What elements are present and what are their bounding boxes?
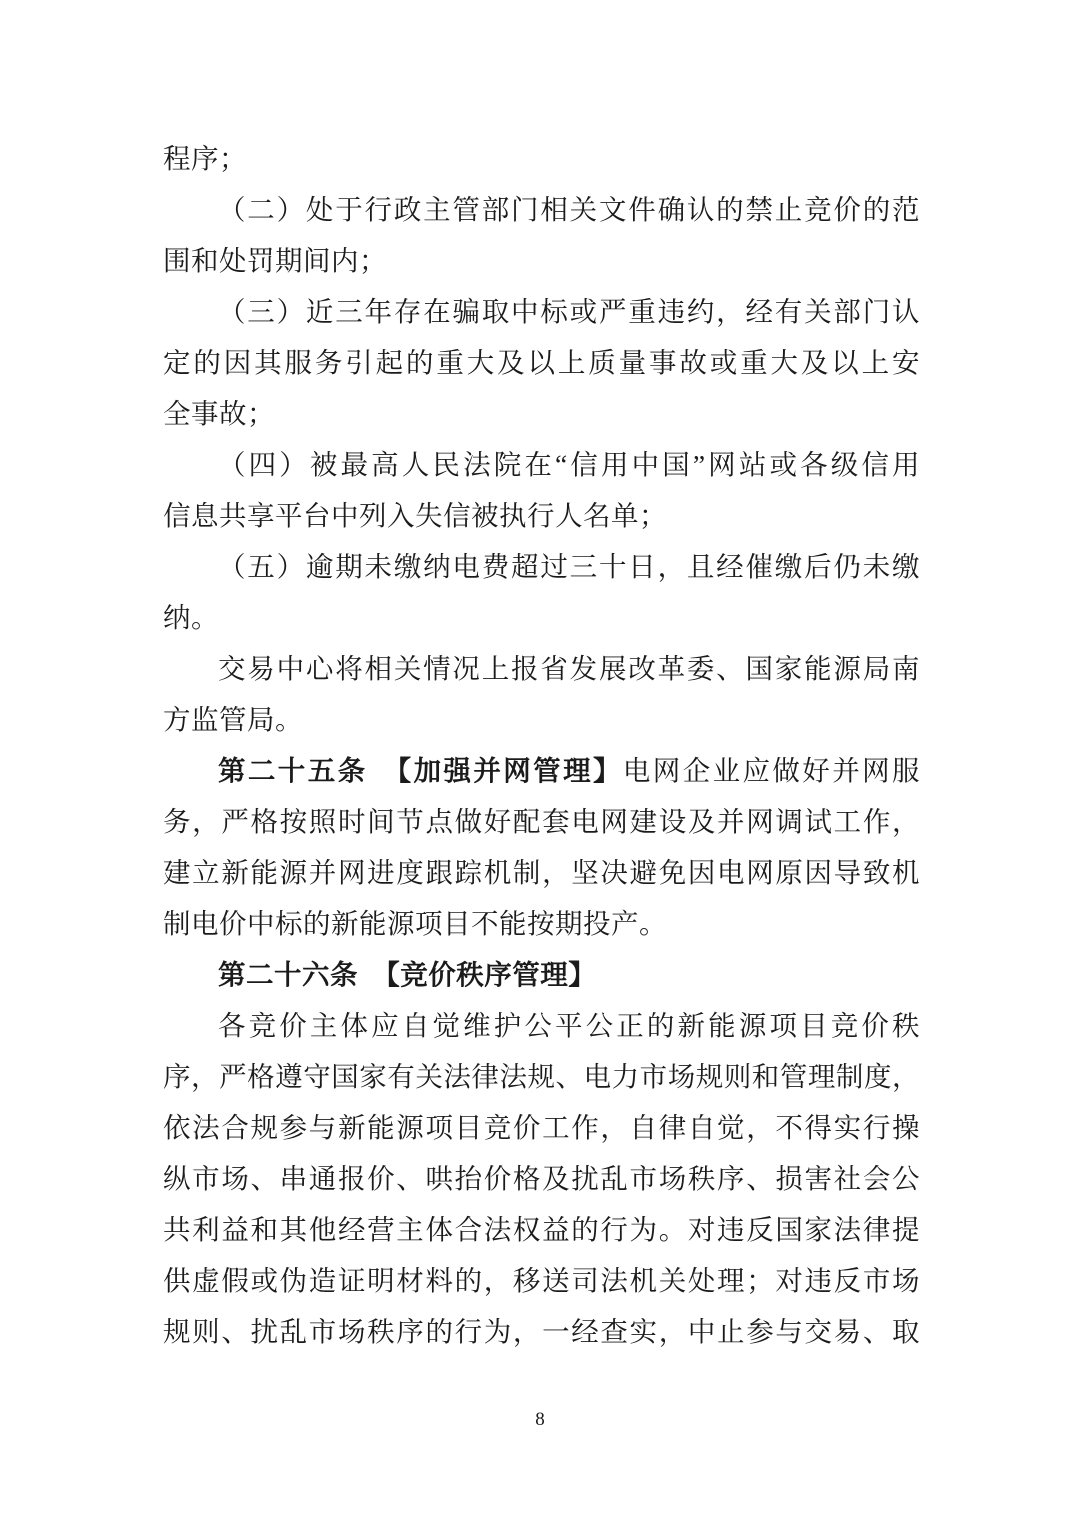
text-segment: 制电价中标的新能源项目不能按期投产。 <box>163 908 667 939</box>
text-segment: 依法合规参与新能源项目竞价工作，自律自觉，不得实行操 <box>163 1112 920 1143</box>
text-line <box>163 184 920 235</box>
text-line <box>163 541 920 592</box>
text-segment: 程序； <box>163 143 247 174</box>
text-line <box>163 1204 920 1255</box>
text-line <box>163 1306 920 1357</box>
text-segment: 信息共享平台中列入失信被执行人名单； <box>163 500 667 531</box>
text-segment: 共利益和其他经营主体合法权益的行为。对违反国家法律提 <box>163 1214 920 1245</box>
text-segment: 全事故； <box>163 398 275 429</box>
text-segment: （三）近三年存在骗取中标或严重违约，经有关部门认 <box>218 296 920 327</box>
text-line <box>163 235 920 286</box>
text-segment: 纳。 <box>163 602 219 633</box>
text-line <box>163 1255 920 1306</box>
text-segment: 供虚假或伪造证明材料的，移送司法机关处理；对违反市场 <box>163 1265 920 1296</box>
text-segment: （二）处于行政主管部门相关文件确认的禁止竞价的范 <box>218 194 920 225</box>
text-line <box>163 1000 920 1051</box>
text-line <box>163 592 920 643</box>
text-segment: 规则、扰乱市场秩序的行为，一经查实，中止参与交易、取 <box>163 1316 920 1347</box>
text-line <box>163 439 920 490</box>
text-line <box>163 949 920 1000</box>
text-line <box>163 337 920 388</box>
text-line <box>163 286 920 337</box>
text-segment: 序，严格遵守国家有关法律法规、电力市场规则和管理制度， <box>163 1061 920 1092</box>
text-line <box>163 1102 920 1153</box>
text-line <box>163 1051 920 1102</box>
text-segment: 围和处罚期间内； <box>163 245 387 276</box>
text-segment: （四）被最高人民法院在“信用中国”网站或各级信用 <box>218 449 920 480</box>
bold-text-segment: 第二十五条 【加强并网管理】 <box>218 755 623 786</box>
text-line <box>163 133 920 184</box>
text-segment: 务，严格按照时间节点做好配套电网建设及并网调试工作， <box>163 806 920 837</box>
text-segment: 电网企业应做好并网服 <box>622 755 921 786</box>
document-body <box>163 133 920 1357</box>
text-line <box>163 898 920 949</box>
text-segment: 各竞价主体应自觉维护公平公正的新能源项目竞价秩 <box>218 1010 920 1041</box>
text-segment: 定的因其服务引起的重大及以上质量事故或重大及以上安 <box>163 347 920 378</box>
text-segment: 交易中心将相关情况上报省发展改革委、国家能源局南 <box>218 653 920 684</box>
text-segment: （五）逾期未缴纳电费超过三十日，且经催缴后仍未缴 <box>218 551 920 582</box>
bold-text-segment: 第二十六条 【竞价秩序管理】 <box>218 959 597 990</box>
text-line <box>163 847 920 898</box>
text-line <box>163 1153 920 1204</box>
text-line <box>163 796 920 847</box>
text-segment: 方监管局。 <box>163 704 303 735</box>
page-number: 8 <box>535 1409 545 1430</box>
text-line <box>163 388 920 439</box>
text-line <box>163 694 920 745</box>
text-line <box>163 643 920 694</box>
text-segment: 纵市场、串通报价、哄抬价格及扰乱市场秩序、损害社会公 <box>163 1163 920 1194</box>
text-line <box>163 490 920 541</box>
text-line <box>163 745 920 796</box>
text-segment: 建立新能源并网进度跟踪机制，坚决避免因电网原因导致机 <box>163 857 920 888</box>
